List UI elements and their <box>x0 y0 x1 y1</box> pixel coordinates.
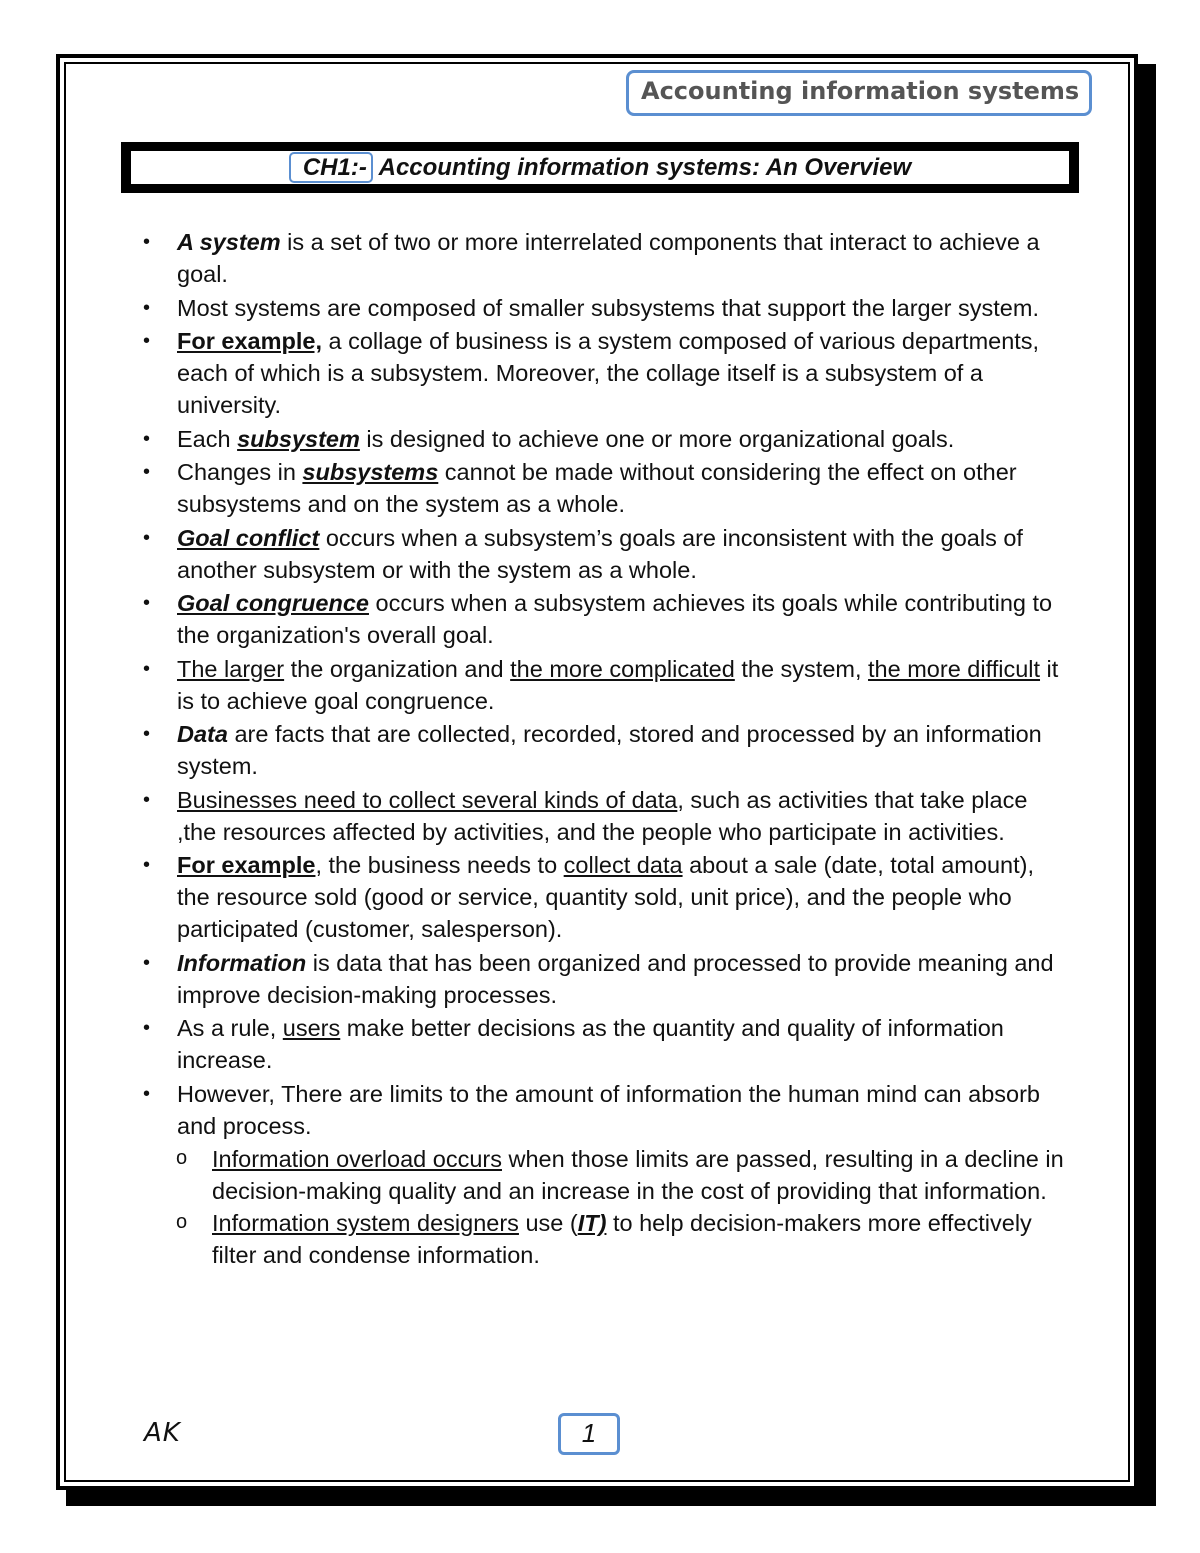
chapter-number-chip: CH1:- <box>289 152 373 183</box>
text-run: Information system designers <box>212 1210 519 1236</box>
bullet-list <box>140 226 1070 1271</box>
sub-bullet-item <box>140 1143 1070 1207</box>
text-run: Goal conflict <box>177 524 320 551</box>
text-run: Information overload occurs <box>212 1146 502 1172</box>
text-run: is a set of two or more interrelated components that interact to achieve a goal. <box>177 229 1040 287</box>
text-run: is data that has been organized and processed to provide meaning and improve decision-making processes. <box>177 949 1054 1008</box>
bullet-item <box>140 423 1070 455</box>
text-run: As a rule, <box>177 1015 283 1041</box>
bullet-item <box>140 456 1070 520</box>
text-run: , such as activities that take place ,the resources affected by activities, and the people who participate in activities. <box>177 786 1028 845</box>
text-run: , the business needs to <box>315 852 564 878</box>
text-run: For example <box>177 852 316 878</box>
text-run: A system <box>177 229 281 255</box>
text-run: the more complicated <box>510 655 735 682</box>
text-run: about a sale (date, total amount), the resource sold (good or service, quantity sold, unit price), and the people who participated (customer, salesperson). <box>177 852 1034 942</box>
text-run: IT) <box>577 1210 607 1236</box>
text-run: subsystems <box>302 459 439 485</box>
running-header: Accounting information systems <box>626 70 1092 116</box>
text-run: The larger <box>177 655 285 682</box>
bullet-item <box>140 947 1070 1011</box>
document-body <box>140 226 1070 1271</box>
author-initials: AK <box>144 1418 181 1448</box>
text-run: it is to achieve goal congruence. <box>177 655 1059 714</box>
text-run: cannot be made without considering the effect on other subsystems and on the system as a whole. <box>177 459 1017 517</box>
bullet-item <box>140 849 1070 945</box>
text-run: collect data <box>563 852 683 878</box>
text-run: the organization and <box>284 655 511 682</box>
bullet-item <box>140 718 1070 782</box>
bullet-item <box>140 1078 1070 1142</box>
text-run: when those limits are passed, resulting in a decline in decision-making quality and an increase in the cost of providing that information. <box>212 1146 1064 1204</box>
text-run: to help decision-makers more effectively filter and condense information. <box>212 1210 1032 1268</box>
text-run: make better decisions as the quantity and quality of information increase. <box>177 1015 1004 1073</box>
text-run: However, There are limits to the amount of information the human mind can absorb and process. <box>177 1080 1040 1139</box>
bullet-item <box>140 292 1070 324</box>
text-run: Businesses need to collect several kinds of data <box>177 786 678 813</box>
text-run: users <box>282 1015 341 1041</box>
chapter-title-text: Accounting information systems: An Overview <box>372 154 912 181</box>
bullet-item <box>140 653 1070 717</box>
sub-bullet-item <box>140 1207 1070 1271</box>
text-run: Goal congruence <box>177 590 369 616</box>
bullet-item <box>140 784 1070 848</box>
text-run: are facts that are collected, recorded, stored and processed by an information system. <box>177 721 1042 779</box>
text-run: use ( <box>518 1210 578 1236</box>
text-run: Changes in <box>177 459 303 485</box>
bullet-item <box>140 226 1070 290</box>
text-run: For example, <box>177 328 322 354</box>
text-run: Information <box>177 949 307 976</box>
bullet-item <box>140 522 1070 586</box>
text-run: Data <box>177 721 228 747</box>
bullet-item <box>140 1012 1070 1076</box>
text-run: Most systems are composed of smaller subsystems that support the larger system. <box>177 294 1039 321</box>
text-run: the more difficult <box>868 655 1041 682</box>
text-run: subsystem <box>237 425 360 452</box>
text-run: a collage of business is a system composed of various departments, each of which is a subsystem. Moreover, the collage itself is a subsystem of a university. <box>177 328 1040 418</box>
text-run: Each <box>177 425 238 452</box>
bullet-item <box>140 325 1070 421</box>
text-run: occurs when a subsystem’s goals are inconsistent with the goals of another subsystem or with the system as a whole. <box>177 524 1023 583</box>
page-number: 1 <box>558 1413 620 1455</box>
text-run: occurs when a subsystem achieves its goals while contributing to the organization's overall goal. <box>177 590 1053 648</box>
chapter-title <box>131 151 1069 184</box>
bullet-item <box>140 587 1070 651</box>
text-run: is designed to achieve one or more organizational goals. <box>359 425 955 452</box>
text-run: the system, <box>734 655 869 682</box>
